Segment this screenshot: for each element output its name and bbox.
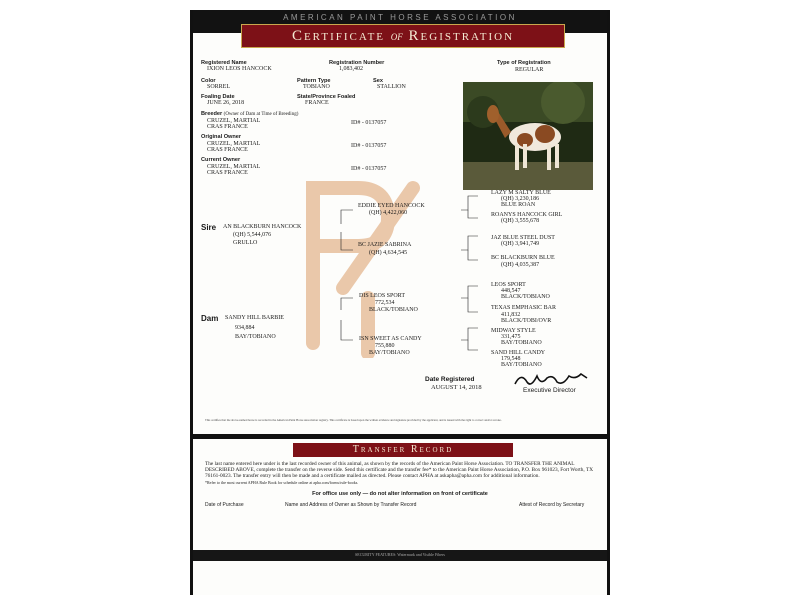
sire-label: Sire xyxy=(201,223,217,232)
pattern-type: TOBIANO xyxy=(303,84,330,90)
ds-dam-color: BLACK/TOBI/OVR xyxy=(501,318,552,324)
sex-label: Sex xyxy=(373,78,383,84)
current-owner-place: CRAS FRANCE xyxy=(207,170,248,176)
ds-sire-name: LEOS SPORT xyxy=(491,282,526,288)
original-owner-id: ID# - 0137057 xyxy=(351,143,387,149)
title-of: of xyxy=(390,28,403,43)
transfer-paragraph: The last name entered here under is the last recorded owner of this animal, as shown by the records of the American Paint Horse Association. TO TRANSFER THE ANIMAL DESCRIBED ABOVE, complete the transfer on the reverse side. Send this certificate and the transfer fee* to the American Paint Horse Association, P.O. Box 961023, Fort Worth, TX 76161-0023. The transfer entry will then be made and a certificate mailed as directed. Please contact APHA at askapha@apha.com for additional information. xyxy=(205,461,594,480)
sire-name: AN BLACKBURN HANCOCK xyxy=(223,224,302,230)
executive-director-title: Executive Director xyxy=(523,387,576,394)
color-label: Color xyxy=(201,78,216,84)
original-owner-place: CRAS FRANCE xyxy=(207,147,248,153)
dam-dam-color: BAY/TOBIANO xyxy=(369,350,410,356)
date-registered-label: Date Registered xyxy=(425,376,475,383)
ss-sire-reg: (QH) 3,230,186 xyxy=(501,196,540,202)
foaling-date: JUNE 26, 2018 xyxy=(207,100,245,106)
dam-color: BAY/TOBIANO xyxy=(235,334,276,340)
ss-sire-name: LAZY M SALTY BLUE xyxy=(491,190,551,196)
dam-dam-name: ISN SWEET AS CANDY xyxy=(359,336,422,342)
foaling-label: Foaling Date xyxy=(201,94,235,100)
dd-sire-name: MIDWAY STYLE xyxy=(491,328,536,334)
security-features-note: SECURITY FEATURES: Watermark and Visible Fibers xyxy=(355,552,445,557)
sire-sire-reg: (QH) 4,422,060 xyxy=(369,210,408,216)
dd-dam-reg: 179,548 xyxy=(501,356,521,362)
sd-sire-name: JAZ BLUE STEEL DUST xyxy=(491,235,555,241)
dd-sire-color: BAY/TOBIANO xyxy=(501,340,542,346)
dam-sire-color: BLACK/TOBIANO xyxy=(369,307,418,313)
breeder-note: (Owner of Dam at Time of Breeding) xyxy=(223,112,299,117)
breeder-place: CRAS FRANCE xyxy=(207,124,248,130)
sire-dam-reg: (QH) 4,634,545 xyxy=(369,250,408,256)
state-label: State/Province Foaled xyxy=(297,94,356,100)
breeder-id: ID# - 0137057 xyxy=(351,120,387,126)
dam-dam-reg: 755,880 xyxy=(375,343,395,349)
horse-sex: STALLION xyxy=(377,84,406,90)
registration-number: 1,083,402 xyxy=(339,66,363,72)
original-owner-label: Original Owner xyxy=(201,134,242,140)
sd-dam-name: BC BLACKBURN BLUE xyxy=(491,255,555,261)
ds-sire-color: BLACK/TOBIANO xyxy=(501,294,550,300)
ss-dam-reg: (QH) 3,555,678 xyxy=(501,218,540,224)
title-registration: Registration xyxy=(408,28,515,44)
dd-dam-name: SAND HILL CANDY xyxy=(491,350,546,356)
sd-sire-reg: (QH) 3,941,749 xyxy=(501,241,540,247)
type-label: Type of Registration xyxy=(497,60,551,66)
breeder-label: Breeder xyxy=(201,111,223,117)
dam-reg: 934,884 xyxy=(235,325,255,331)
registration-type: REGULAR xyxy=(515,67,544,73)
breeder-name: CRUZEL, MARTIAL xyxy=(207,118,261,124)
dam-label: Dam xyxy=(201,314,219,323)
state-foaled: FRANCE xyxy=(305,100,329,106)
dam-sire-name: DIS LEOS SPORT xyxy=(359,293,405,299)
transfer-instructions xyxy=(205,461,603,486)
registration-number-label: Registration Number xyxy=(329,60,385,66)
registered-name: IXION LEOS HANCOCK xyxy=(207,66,272,72)
transfer-footnote: *Refer to the most current APHA Rule Book for schedule online at apha.com/forms/rule-books. xyxy=(205,479,359,485)
ds-dam-reg: 411,832 xyxy=(501,312,521,318)
ds-sire-reg: 448,547 xyxy=(501,288,521,294)
pattern-label: Pattern Type xyxy=(297,78,331,84)
association-name: AMERICAN PAINT HORSE ASSOCIATION xyxy=(283,13,517,22)
date-of-purchase-column: Date of Purchase xyxy=(205,502,244,508)
owner-name-address-column: Name and Address of Owner as Shown by Transfer Record xyxy=(285,502,417,508)
dd-dam-color: BAY/TOBIANO xyxy=(501,362,542,368)
ds-dam-name: TEXAS EMPHASIC BAR xyxy=(491,305,557,311)
sd-dam-reg: (QH) 4,035,387 xyxy=(501,262,540,268)
ss-dam-name: ROANYS HANCOCK GIRL xyxy=(491,212,563,218)
current-owner-id: ID# - 0137057 xyxy=(351,166,387,172)
transfer-record-title: Transfer Record xyxy=(293,443,513,457)
certification-fine-print: This certifies that the above-named horse is recorded in the American Paint Horse Association registry. This certificate is based upon the written evidence and signature provided by the applicant, and is issued with the right to correct and/or revoke. xyxy=(205,418,502,422)
horse-color: SORREL xyxy=(207,84,231,90)
date-registered: AUGUST 14, 2018 xyxy=(431,384,482,391)
registered-name-label: Registered Name xyxy=(201,60,247,66)
current-owner-name: CRUZEL, MARTIAL xyxy=(207,164,261,170)
transfer-record-section xyxy=(193,434,607,591)
ss-sire-color: BLUE ROAN xyxy=(501,202,536,208)
sire-color: GRULLO xyxy=(233,240,258,246)
sire-reg: (QH) 5,544,076 xyxy=(233,232,272,238)
sire-dam-name: BC JAZIE SABRINA xyxy=(358,242,412,248)
title-certificate: Certificate xyxy=(291,28,386,44)
current-owner-label: Current Owner xyxy=(201,157,241,163)
office-use-notice: For office use only — do not alter information on front of certificate xyxy=(312,491,488,497)
dam-sire-reg: 772,534 xyxy=(375,300,395,306)
attest-column: Attest of Record by Secretary xyxy=(519,502,585,508)
dam-name: SANDY HILL BARBIE xyxy=(225,315,284,321)
sire-sire-name: EDDIE EYED HANCOCK xyxy=(358,203,425,209)
dd-sire-reg: 331,475 xyxy=(501,334,521,340)
registration-certificate xyxy=(190,10,610,595)
original-owner-name: CRUZEL, MARTIAL xyxy=(207,141,261,147)
